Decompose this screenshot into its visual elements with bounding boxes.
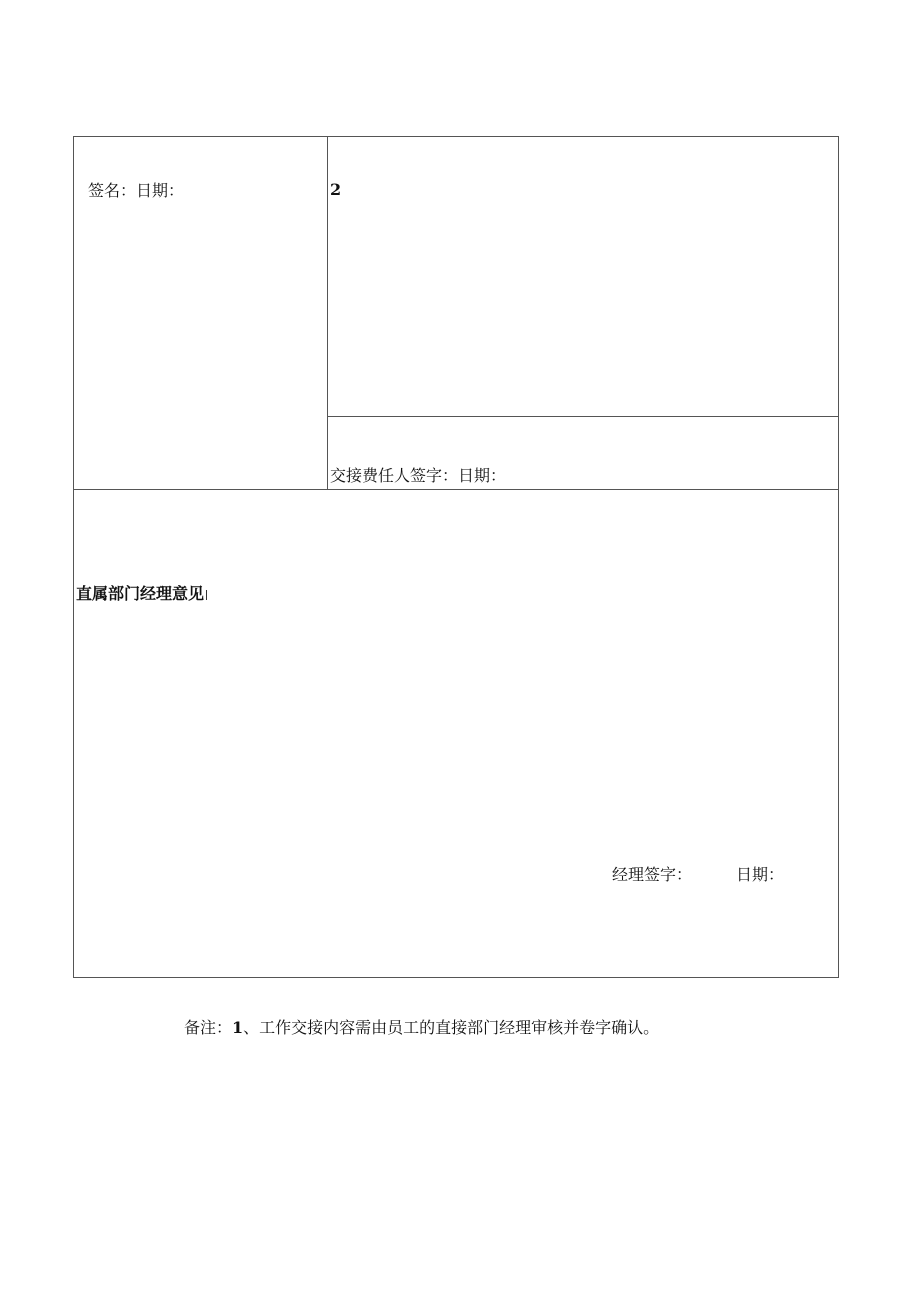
- remark-note: [184, 1018, 659, 1038]
- handover-form-table: [73, 136, 839, 978]
- manager-opinion-label: [76, 584, 207, 604]
- manager-opinion-cell: [74, 489, 838, 977]
- left-signature-cell: [74, 137, 328, 489]
- item-number: 2: [330, 180, 342, 199]
- handover-signature-cell: [328, 417, 838, 489]
- handover-responsible-signature-label: 交接费任人签字：日期：: [330, 466, 507, 485]
- remark-prefix: 备注：: [184, 1018, 233, 1037]
- handover-content-cell: [328, 137, 838, 417]
- manager-opinion-text: 直属部门经理意见: [76, 584, 205, 603]
- manager-date-label: 日期：: [736, 865, 785, 884]
- manager-signature-label: 经理签字：: [612, 865, 693, 884]
- remark-text: 、工作交接内容需由员工的直接部门经理审核并卷字确认。: [243, 1018, 660, 1037]
- remark-number: 1: [232, 1018, 244, 1037]
- signature-date-label: 签名：日期：: [88, 181, 185, 200]
- text-cursor-mark: [206, 590, 207, 600]
